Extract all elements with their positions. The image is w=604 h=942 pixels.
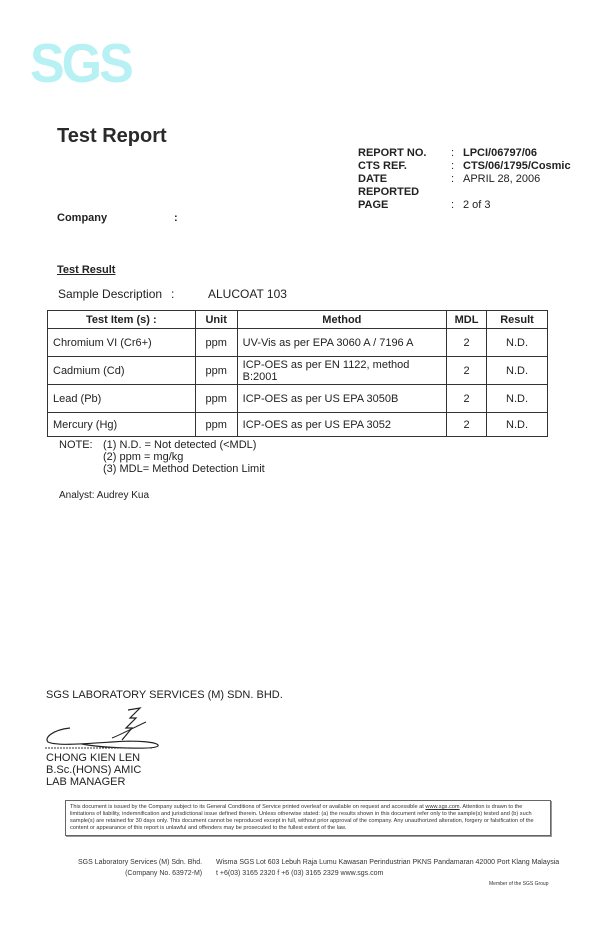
disclaimer-text-continued: . Attention is drawn to the limitations of liability, indemnification and jurisdictional issue defined therein. Unless otherwise stated: (a) the results shown in this document refer only to the sample(s) tested and (b) such sample(s) are retained for 30 days only. This document cannot be reproduced except in full, without prior approval of the company. Any unauthorized alteration, forgery or falsification of the content or appearance of this report is unlawful and offenders may be prosecuted to the fullest extent of the law. xyxy=(70,804,534,831)
note-label: NOTE: xyxy=(59,439,93,451)
sample-description-value: ALUCOAT 103 xyxy=(208,287,287,301)
disclaimer-box xyxy=(65,800,551,836)
sgs-logo-text: SGS xyxy=(30,33,131,95)
signer-block xyxy=(46,752,141,788)
header-unit: Unit xyxy=(195,311,237,329)
cell-result: N.D. xyxy=(487,329,548,357)
note-item: (3) MDL= Method Detection Limit xyxy=(103,463,265,475)
cell-mdl: 2 xyxy=(447,385,487,413)
cell-result: N.D. xyxy=(487,413,548,437)
header-result: Result xyxy=(487,311,548,329)
meta-value: CTS/06/1795/Cosmic xyxy=(463,160,571,172)
sample-description-colon: : xyxy=(171,287,175,301)
footer-company xyxy=(78,857,202,879)
meta-label: CTS REF. xyxy=(358,160,407,172)
disclaimer-link[interactable]: www.sgs.com xyxy=(425,804,460,810)
sample-description-label: Sample Description xyxy=(58,287,163,301)
header-method: Method xyxy=(237,311,446,329)
page-title: Test Report xyxy=(57,125,167,147)
signer-position: LAB MANAGER xyxy=(46,776,126,788)
cell-mdl: 2 xyxy=(447,357,487,385)
lab-name: SGS LABORATORY SERVICES (M) SDN. BHD. xyxy=(46,689,283,701)
cell-method: ICP-OES as per EN 1122, method B:2001 xyxy=(237,357,446,385)
cell-test-item: Cadmium (Cd) xyxy=(48,357,196,385)
signer-qualification: B.Sc.(HONS) AMIC xyxy=(46,764,142,776)
company-colon: : xyxy=(174,212,178,224)
footer-address: Wisma SGS Lot 603 Lebuh Raja Lumu Kawasan Perindustrian PKNS Pandamaran 42000 Port Klang Malaysia xyxy=(216,859,560,866)
meta-colon: : xyxy=(451,199,455,211)
meta-page xyxy=(358,199,571,212)
cell-method: UV-Vis as per EPA 3060 A / 7196 A xyxy=(237,329,446,357)
cell-mdl: 2 xyxy=(447,329,487,357)
cell-unit: ppm xyxy=(195,385,237,413)
results-table xyxy=(47,310,548,437)
meta-value: LPCI/06797/06 xyxy=(463,147,537,159)
footer-company-no: (Company No. 63972-M) xyxy=(125,870,203,877)
note-item: (2) ppm = mg/kg xyxy=(103,451,184,463)
cell-unit: ppm xyxy=(195,357,237,385)
meta-cts-ref xyxy=(358,160,571,173)
meta-label: DATE REPORTED xyxy=(358,173,420,198)
meta-value: APRIL 28, 2006 xyxy=(463,173,541,185)
cell-result: N.D. xyxy=(487,385,548,413)
table-header-row xyxy=(48,311,548,329)
meta-report-no xyxy=(358,147,571,160)
note-item: (1) N.D. = Not detected (<MDL) xyxy=(103,439,257,451)
cell-test-item: Chromium VI (Cr6+) xyxy=(48,329,196,357)
footer-member: Member of the SGS Group xyxy=(489,881,549,887)
table-row xyxy=(48,413,548,437)
cell-unit: ppm xyxy=(195,329,237,357)
cell-mdl: 2 xyxy=(447,413,487,437)
signer-name: CHONG KIEN LEN xyxy=(46,752,141,764)
table-row xyxy=(48,329,548,357)
section-title-test-result: Test Result xyxy=(57,264,116,276)
meta-colon: : xyxy=(451,160,455,172)
meta-date-reported xyxy=(358,173,571,199)
cell-unit: ppm xyxy=(195,413,237,437)
signature-image xyxy=(42,704,167,752)
company-label: Company xyxy=(57,212,108,224)
table-row xyxy=(48,357,548,385)
report-meta xyxy=(358,147,571,212)
meta-label: PAGE xyxy=(358,199,389,211)
footer-company-name: SGS Laboratory Services (M) Sdn. Bhd. xyxy=(78,859,203,866)
footer-address-block xyxy=(216,857,559,879)
meta-colon: : xyxy=(451,173,455,185)
meta-label: REPORT NO. xyxy=(358,147,427,159)
meta-value: 2 of 3 xyxy=(463,199,491,211)
analyst: Analyst: Audrey Kua xyxy=(59,490,150,501)
footer-contact: t +6(03) 3165 2320 f +6 (03) 3165 2329 www.sgs.com xyxy=(216,870,384,877)
cell-method: ICP-OES as per US EPA 3052 xyxy=(237,413,446,437)
table-row xyxy=(48,385,548,413)
sgs-logo xyxy=(30,33,131,95)
cell-test-item: Lead (Pb) xyxy=(48,385,196,413)
disclaimer-text: This document is issued by the Company subject to its General Conditions of Service printed overleaf or available on request and accessible at xyxy=(70,804,426,810)
cell-test-item: Mercury (Hg) xyxy=(48,413,196,437)
cell-method: ICP-OES as per US EPA 3050B xyxy=(237,385,446,413)
header-test-item: Test Item (s) : xyxy=(48,311,196,329)
meta-colon: : xyxy=(451,147,455,159)
cell-result: N.D. xyxy=(487,357,548,385)
header-mdl: MDL xyxy=(447,311,487,329)
